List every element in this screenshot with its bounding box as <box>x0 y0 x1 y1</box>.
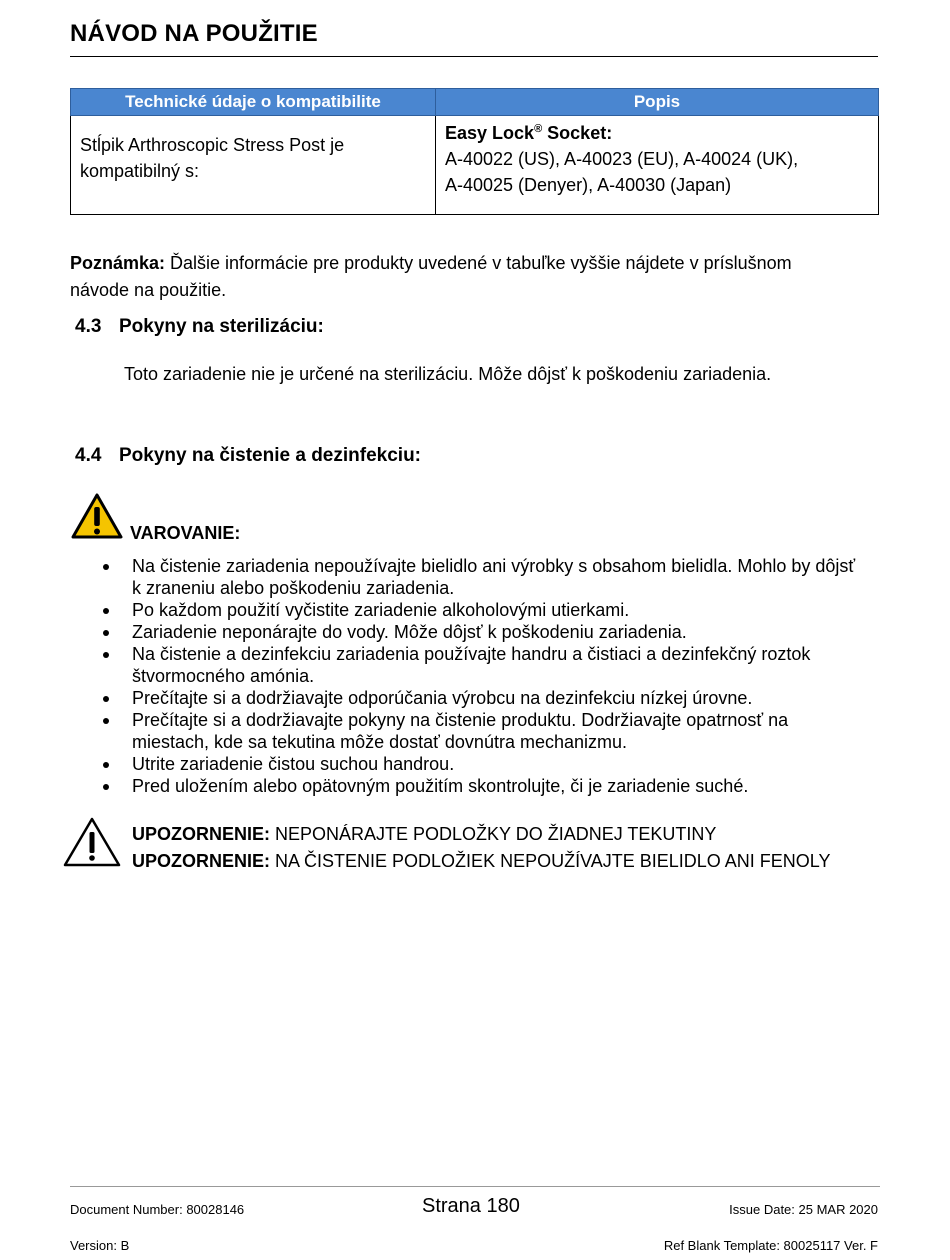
compatibility-table <box>70 88 879 215</box>
list-item: Po každom použití vyčistite zariadenie alkoholovými utierkami. <box>94 599 864 621</box>
section-heading-4-4: 4.4 Pokyny na čistenie a dezinfekciu: <box>75 445 421 466</box>
section-heading-4-3: 4.3 Pokyny na sterilizáciu: <box>75 316 324 337</box>
table-header-description: Popis <box>436 89 879 116</box>
table-header-row <box>71 89 879 116</box>
caution-triangle-icon <box>62 816 122 868</box>
description-cell <box>436 116 879 215</box>
issue-date: Issue Date: 25 MAR 2020 <box>729 1202 878 1217</box>
note-paragraph <box>70 250 850 304</box>
list-item: Pred uložením alebo opätovným použitím skontrolujte, či je zariadenie suché. <box>94 775 864 797</box>
footer-divider <box>70 1186 880 1187</box>
note-text: Ďalšie informácie pre produkty uvedené v tabuľke vyššie nájdete v príslušnom návode na použitie. <box>70 253 792 300</box>
caution-line-2: UPOZORNENIE: NA ČISTENIE PODLOŽIEK NEPOUŽÍVAJTE BIELIDLO ANI FENOLY <box>132 851 831 871</box>
table-row <box>71 116 879 215</box>
ref-template: Ref Blank Template: 80025117 Ver. F <box>663 1238 878 1253</box>
note-label: Poznámka: <box>70 253 166 273</box>
document-number: Document Number: 80028146 <box>70 1202 245 1217</box>
list-item: Na čistenie zariadenia nepoužívajte bielidlo ani výrobky s obsahom bielidla. Mohlo by dôjsť k zraneniu alebo poškodeniu zariadenia. <box>94 555 864 599</box>
warning-triangle-icon <box>70 492 124 540</box>
list-item: Prečítajte si a dodržiavajte pokyny na čistenie produktu. Dodržiavajte opatrnosť na miestach, kde sa tekutina môže dostať dovnútra mechanizmu. <box>94 709 864 753</box>
caution-line-1: UPOZORNENIE: NEPONÁRAJTE PODLOŽKY DO ŽIADNEJ TEKUTINY <box>132 824 717 844</box>
product-name: Easy Lock® Socket: <box>445 123 613 143</box>
sterilization-text: Toto zariadenie nie je určené na sterilizáciu. Môže dôjsť k poškodeniu zariadenia. <box>124 364 772 384</box>
part-numbers-line-2: A-40025 (Denyer), A-40030 (Japan) <box>445 175 732 195</box>
compatibility-cell: Stĺpik Arthroscopic Stress Post je kompatibilný s: <box>71 116 436 215</box>
list-item: Utrite zariadenie čistou suchou handrou. <box>94 753 864 775</box>
table-header-compatibility: Technické údaje o kompatibilite <box>71 89 436 116</box>
list-item: Zariadenie neponárajte do vody. Môže dôjsť k poškodeniu zariadenia. <box>94 621 864 643</box>
page-number: Strana 180 <box>422 1195 520 1217</box>
part-numbers-line-1: A-40022 (US), A-40023 (EU), A-40024 (UK), <box>445 149 799 169</box>
warning-label: VAROVANIE: <box>130 523 241 543</box>
title-divider <box>70 56 878 57</box>
list-item: Na čistenie a dezinfekciu zariadenia používajte handru a čistiaci a dezinfekčný roztok štvormocného amónia. <box>94 643 864 687</box>
list-item: Prečítajte si a dodržiavajte odporúčania výrobcu na dezinfekciu nízkej úrovne. <box>94 687 864 709</box>
registered-mark: ® <box>534 123 543 135</box>
version: Version: B <box>70 1238 130 1253</box>
warning-list <box>94 555 864 797</box>
page-title: NÁVOD NA POUŽITIE <box>70 20 318 47</box>
